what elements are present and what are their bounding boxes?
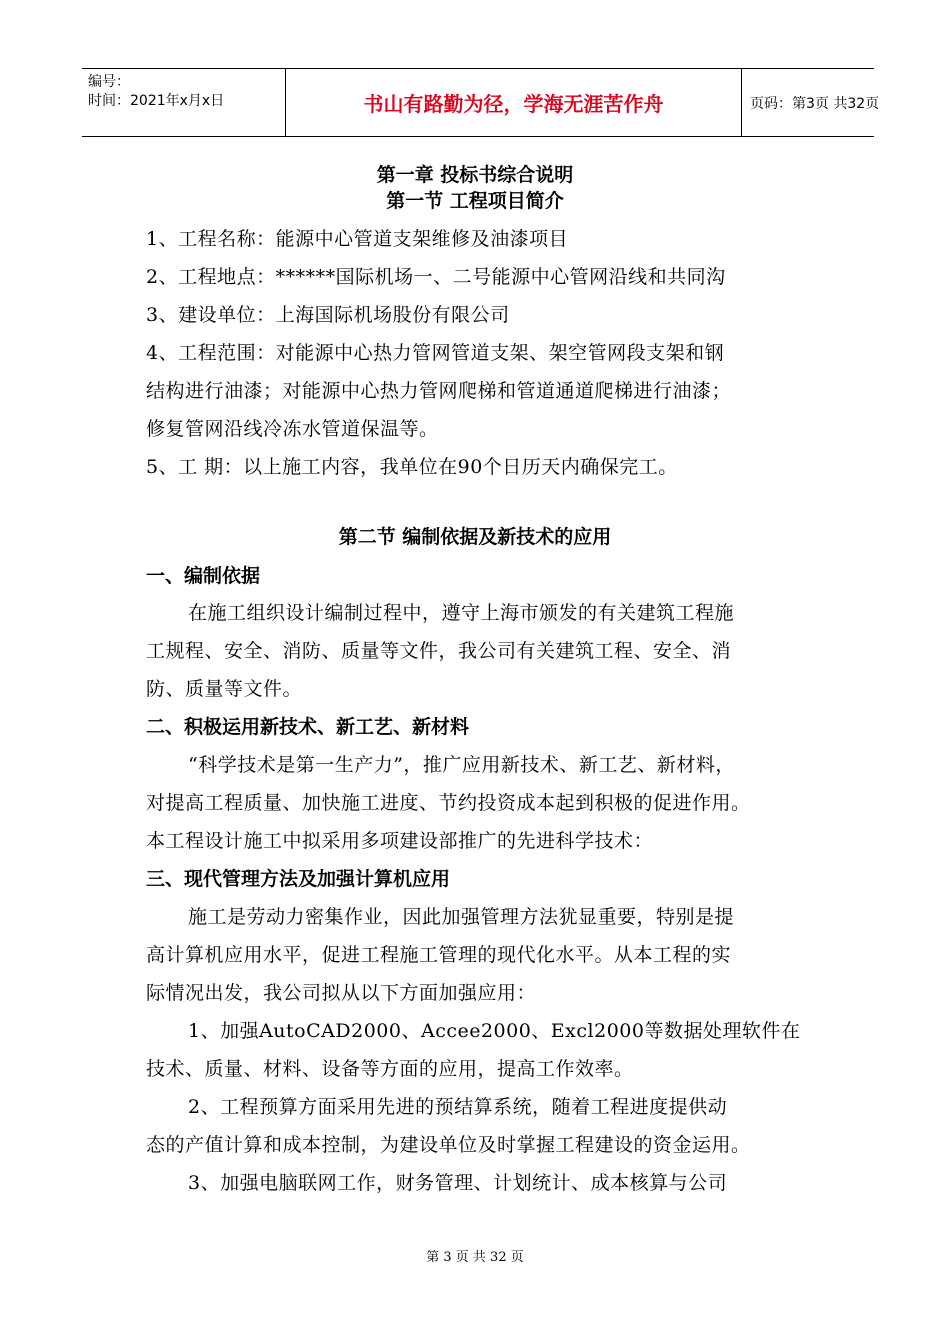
- sub1-line: 防、质量等文件。: [146, 678, 303, 700]
- sub3-heading: 三、现代管理方法及加强计算机应用: [146, 868, 451, 890]
- sub2-line: 本工程设计施工中拟采用多项建设部推广的先进科学技术：: [146, 830, 654, 852]
- page-footer: 第 3 页 共 32 页: [426, 1250, 524, 1265]
- sub3-line: 际情况出发，我公司拟从以下方面加强应用：: [146, 982, 537, 1004]
- sub1-heading: 一、编制依据: [146, 565, 261, 587]
- sub3-line: 高计算机应用水平，促进工程施工管理的现代化水平。从本工程的实: [146, 944, 732, 966]
- sub3-line: 技术、质量、材料、设备等方面的应用，提高工作效率。: [146, 1058, 634, 1080]
- header-number: 编号：: [88, 74, 130, 90]
- sub1-line: 工规程、安全、消防、质量等文件，我公司有关建筑工程、安全、消: [146, 640, 732, 662]
- header-time: 时间：2021年x月x日: [88, 93, 225, 109]
- sub1-line: 在施工组织设计编制过程中，遵守上海市颁发的有关建筑工程施: [188, 602, 735, 624]
- chapter-title: 第一章 投标书综合说明: [376, 164, 574, 186]
- section1-line: 修复管网沿线冷冻水管道保温等。: [146, 418, 439, 440]
- page-header: [82, 68, 880, 137]
- sub3-line: 1、加强AutoCAD2000、Accee2000、Excl2000等数据处理软件在: [188, 1020, 801, 1042]
- header-page: 页码：第3页 共32页: [750, 95, 880, 112]
- sub2-line: 对提高工程质量、加快施工进度、节约投资成本起到积极的促进作用。: [146, 792, 751, 814]
- section1-line: 3、建设单位：上海国际机场股份有限公司: [146, 304, 510, 326]
- section1-line: 5、工 期：以上施工内容，我单位在90个日历天内确保完工。: [146, 456, 678, 478]
- section2-title: 第二节 编制依据及新技术的应用: [338, 526, 612, 548]
- header-info-cell: [82, 69, 285, 136]
- header-motto: 书山有路勤为径，学海无涯苦作舟: [285, 69, 742, 136]
- section1-line: 2、工程地点：******国际机场一、二号能源中心管网沿线和共同沟: [146, 266, 726, 288]
- section1-line: 结构进行油漆；对能源中心热力管网爬梯和管道通道爬梯进行油漆；: [146, 380, 732, 402]
- sub3-line: 态的产值计算和成本控制，为建设单位及时掌握工程建设的资金运用。: [146, 1134, 751, 1156]
- sub2-line: “科学技术是第一生产力”，推广应用新技术、新工艺、新材料，: [188, 754, 735, 776]
- sub2-heading: 二、积极运用新技术、新工艺、新材料: [146, 716, 470, 738]
- section1-line: 4、工程范围：对能源中心热力管网管道支架、架空管网段支架和钢: [146, 342, 725, 364]
- section1-line: 1、工程名称：能源中心管道支架维修及油漆项目: [146, 228, 569, 250]
- sub3-line: 3、加强电脑联网工作，财务管理、计划统计、成本核算与公司: [188, 1172, 728, 1194]
- sub3-line: 施工是劳动力密集作业，因此加强管理方法犹显重要，特别是提: [188, 906, 735, 928]
- sub3-line: 2、工程预算方面采用先进的预结算系统，随着工程进度提供动: [188, 1096, 728, 1118]
- section1-title: 第一节 工程项目简介: [386, 190, 564, 212]
